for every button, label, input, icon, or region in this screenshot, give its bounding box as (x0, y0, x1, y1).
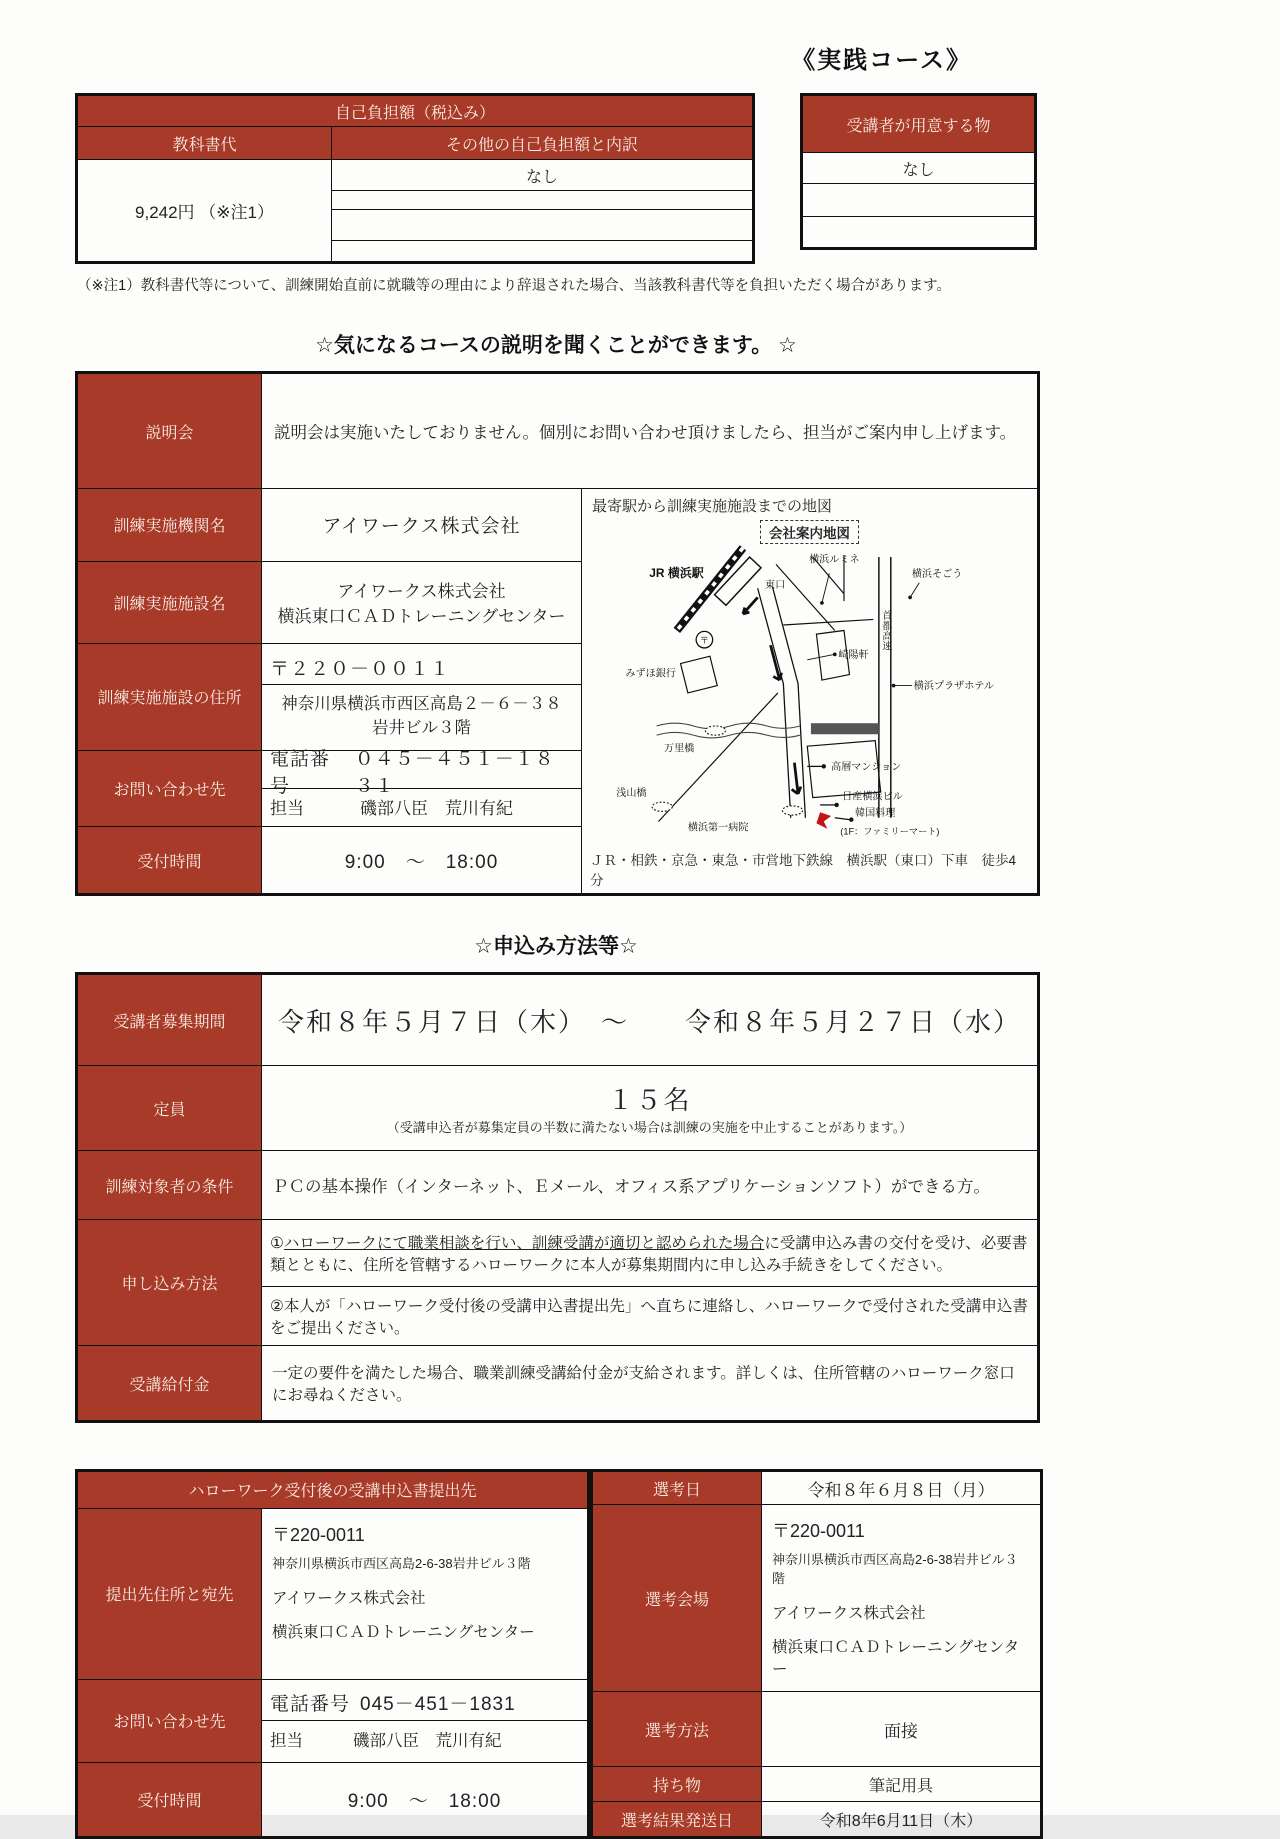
map-label-korean-restaurant: 韓国料理 (854, 807, 896, 819)
map-label-east-exit: 東口 (765, 580, 786, 592)
facility-address-label: 訓練実施施設の住所 (77, 643, 262, 751)
selection-method-value: 面接 (762, 1692, 1042, 1767)
step1-underlined: ハローワークにて職業相談を行い、訓練受講が適切と認められた場合 (283, 1235, 765, 1252)
course-tag: 《実践コース》 (791, 47, 972, 74)
empty-cell (332, 241, 754, 263)
walk-arrow (771, 645, 782, 680)
application-step1 (270, 1231, 1029, 1275)
walk-arrow (792, 763, 801, 794)
facility-postal-code: 〒２２０－００１１ (270, 658, 451, 680)
eligibility-value: ＰＣの基本操作（インターネット、Ｅメール、オフィス系アプリケーションソフト）ができる方。 (262, 1151, 1039, 1220)
map-box-title: 会社案内地図 (760, 520, 859, 544)
capacity-label: 定員 (77, 1066, 262, 1151)
submission-header: ハローワーク受付後の受講申込書提出先 (77, 1471, 589, 1509)
map-label-jr-yokohama-station: JR 横浜駅 (649, 566, 704, 581)
map-label-daiichi-hospital: 横浜第一病院 (687, 822, 749, 834)
empty-cell (332, 210, 754, 241)
map-label-kiyoken: 崎陽軒 (838, 650, 869, 662)
briefing-text: 説明会は実施いたしておりません。個別にお問い合わせ頂けましたら、担当がご案内申し上げます。 (262, 373, 1039, 489)
application-method-label: 申し込み方法 (77, 1220, 262, 1346)
selection-venue-label: 選考会場 (592, 1505, 762, 1692)
map-label-lumine: 横浜ルミネ (809, 554, 860, 566)
phone-label: 電話番号 (270, 749, 331, 798)
bottom-tables-row (75, 1469, 1037, 1839)
pointer-line (835, 818, 850, 820)
eligibility-label: 訓練対象者の条件 (77, 1151, 262, 1220)
map-label-banri-bridge: 万里橋 (664, 743, 695, 755)
pointer-dot (849, 817, 853, 821)
submission-hours-label: 受付時間 (77, 1762, 262, 1837)
map-label-familymart: (1F：ファミリーマート) (840, 826, 940, 837)
course-info-table (75, 371, 1040, 896)
apply-section-heading: ☆申込み方法等☆ (474, 935, 638, 958)
bridge-icon (652, 802, 672, 811)
river-dark-segment (811, 723, 879, 734)
other-costs-header: その他の自己負担額と内訳 (332, 127, 754, 160)
map-label-highrise-apartment: 高層マンション (831, 762, 902, 774)
pointer-line (910, 583, 919, 598)
items-to-bring-table (800, 93, 1037, 250)
selection-venue-center: 横浜東口ＣＡＤトレーニングセンター (772, 1639, 1020, 1678)
result-mailing-date-value: 令和8年6月11日（木） (762, 1802, 1042, 1838)
bridge-icon (705, 726, 725, 735)
step1-rest: に受講申込み書の交付を受け、必要書類とともに、住所を管轄するハローワークに本人が募集期間内に申し込み手続きをしてください。 (270, 1235, 1028, 1274)
cost-tables-row (75, 93, 1037, 264)
facility-address-line1: 神奈川県横浜市西区高島２－６－３８ (281, 695, 562, 714)
route-map-graphic (590, 546, 1030, 838)
empty-cell (332, 191, 754, 210)
map-label-mizuho-bank: みずほ銀行 (625, 668, 676, 680)
capacity-value: １５名 (607, 1085, 692, 1115)
submission-phone-label: 電話番号 (270, 1693, 351, 1715)
selection-method-label: 選考方法 (592, 1692, 762, 1767)
pointer-dot (822, 764, 826, 768)
empty-cell (802, 217, 1036, 249)
pointer-line (822, 574, 829, 603)
recruitment-period-value: 令和８年５月７日（木） ～ 令和８年５月２７日（水） (262, 974, 1039, 1066)
inquiry-label: お問い合わせ先 (77, 751, 262, 827)
destination-marker-icon (816, 812, 831, 829)
map-title: 最寄駅から訓練実施施設までの地図 (592, 498, 833, 515)
selection-date-label: 選考日 (592, 1471, 762, 1505)
benefit-value: 一定の要件を満たした場合、職業訓練受講給付金が支給されます。詳しくは、住所管轄のハローワーク窓口にお尋ねください。 (262, 1346, 1039, 1422)
map-label-sogo: 横浜そごう (911, 569, 963, 581)
briefing-label: 説明会 (77, 373, 262, 489)
submission-address: 神奈川県横浜市西区高島2-6-38岩井ビル３階 (272, 1555, 531, 1571)
submission-company: アイワークス株式会社 (272, 1589, 426, 1607)
items-to-bring-value: なし (802, 153, 1036, 184)
self-payment-table (75, 93, 755, 264)
main-road (758, 588, 791, 818)
info-section-heading: ☆気になるコースの説明を聞くことができます。 ☆ (315, 334, 797, 357)
submission-address-label: 提出先住所と宛先 (77, 1508, 262, 1679)
submission-postal: 〒220-0011 (272, 1524, 365, 1545)
submission-contact-person-label: 担当 (270, 1732, 303, 1751)
access-map-cell (582, 489, 1039, 895)
building-block (681, 656, 718, 693)
facility-name-line2: 横浜東口ＣＡＤトレーニングセンター (277, 607, 566, 627)
capacity-note: （受講申込者が募集定員の半数に満たない場合は訓練の実施を中止することがあります。） (386, 1120, 913, 1135)
walk-arrow (743, 597, 758, 614)
selection-venue-company: アイワークス株式会社 (772, 1605, 926, 1622)
map-label-plaza-hotel: 横浜プラザホテル (913, 681, 995, 693)
textbook-fee-header: 教科書代 (77, 127, 332, 160)
facility-label: 訓練実施施設名 (77, 561, 262, 643)
facility-name-line1: アイワークス株式会社 (337, 582, 506, 602)
pointer-line (807, 654, 835, 660)
self-payment-title: 自己負担額（税込み） (77, 95, 754, 127)
post-office-mark: 〒 (699, 635, 709, 646)
submission-contact-person-names: 磯部八臣 荒川有紀 (353, 1732, 502, 1751)
street-line (776, 564, 835, 630)
contact-person-label: 担当 (270, 798, 304, 818)
pointer-dot (833, 653, 837, 657)
map-label-nissan-bldg: 日産横浜ビル (842, 791, 903, 803)
bridge-icon (782, 806, 802, 815)
reception-hours-label: 受付時間 (77, 827, 262, 895)
submission-table (75, 1469, 590, 1839)
pointer-dot (834, 803, 838, 807)
river (657, 732, 800, 738)
application-table (75, 972, 1040, 1423)
selection-venue-address: 神奈川県横浜市西区高島2-6-38岩井ビル３階 (772, 1552, 1018, 1586)
reception-hours-value: 9:00 ～ 18:00 (262, 827, 582, 895)
provider-value: アイワークス株式会社 (262, 489, 582, 562)
textbook-fee-value: 9,242円 （※注1） (77, 160, 332, 263)
map-label-asayama-bridge: 浅山橋 (616, 787, 647, 799)
other-costs-value: なし (332, 160, 754, 191)
selection-date-value: 令和８年６月８日（月） (762, 1471, 1042, 1505)
what-to-bring-value: 筆記用具 (762, 1767, 1042, 1802)
submission-center: 横浜東口ＣＡＤトレーニングセンター (272, 1623, 535, 1641)
street-line (658, 693, 777, 822)
result-mailing-date-label: 選考結果発送日 (592, 1802, 762, 1838)
map-access-caption: ＪＲ・相鉄・京急・東急・市営地下鉄線 横浜駅（東口）下車 徒歩4分 (590, 853, 1017, 888)
benefit-label: 受講給付金 (77, 1346, 262, 1422)
selection-venue-postal: 〒220-0011 (772, 1521, 865, 1541)
empty-cell (802, 184, 1036, 217)
facility-address-line2: 岩井ビル３階 (372, 719, 471, 738)
map-label-expressway: 首都高速 (879, 610, 891, 651)
submission-hours-value: 9:00 ～ 18:00 (262, 1762, 589, 1837)
pointer-dot (892, 684, 896, 688)
provider-label: 訓練実施機関名 (77, 489, 262, 562)
phone-number: ０４５－４５１－１８３１ (354, 749, 555, 798)
recruitment-period-label: 受講者募集期間 (77, 974, 262, 1066)
river (657, 723, 800, 729)
submission-inquiry-label: お問い合わせ先 (77, 1679, 262, 1762)
footnote-1: （※注1）教科書代等について、訓練開始直前に就職等の理由により辞退された場合、当該教科書代等を負担いただく場合があります。 (77, 278, 951, 294)
application-step2: ②本人が「ハローワーク受付後の受講申込書提出先」へ直ちに連絡し、ハローワークで受付された受講申込書をご提出ください。 (262, 1286, 1037, 1345)
what-to-bring-label: 持ち物 (592, 1767, 762, 1802)
contact-person-names: 磯部八臣 荒川有紀 (360, 798, 513, 818)
step1-prefix: ① (270, 1235, 284, 1252)
submission-phone-number: 045－451－1831 (360, 1693, 516, 1715)
items-to-bring-title: 受講者が用意する物 (802, 95, 1036, 153)
selection-table (590, 1469, 1043, 1839)
